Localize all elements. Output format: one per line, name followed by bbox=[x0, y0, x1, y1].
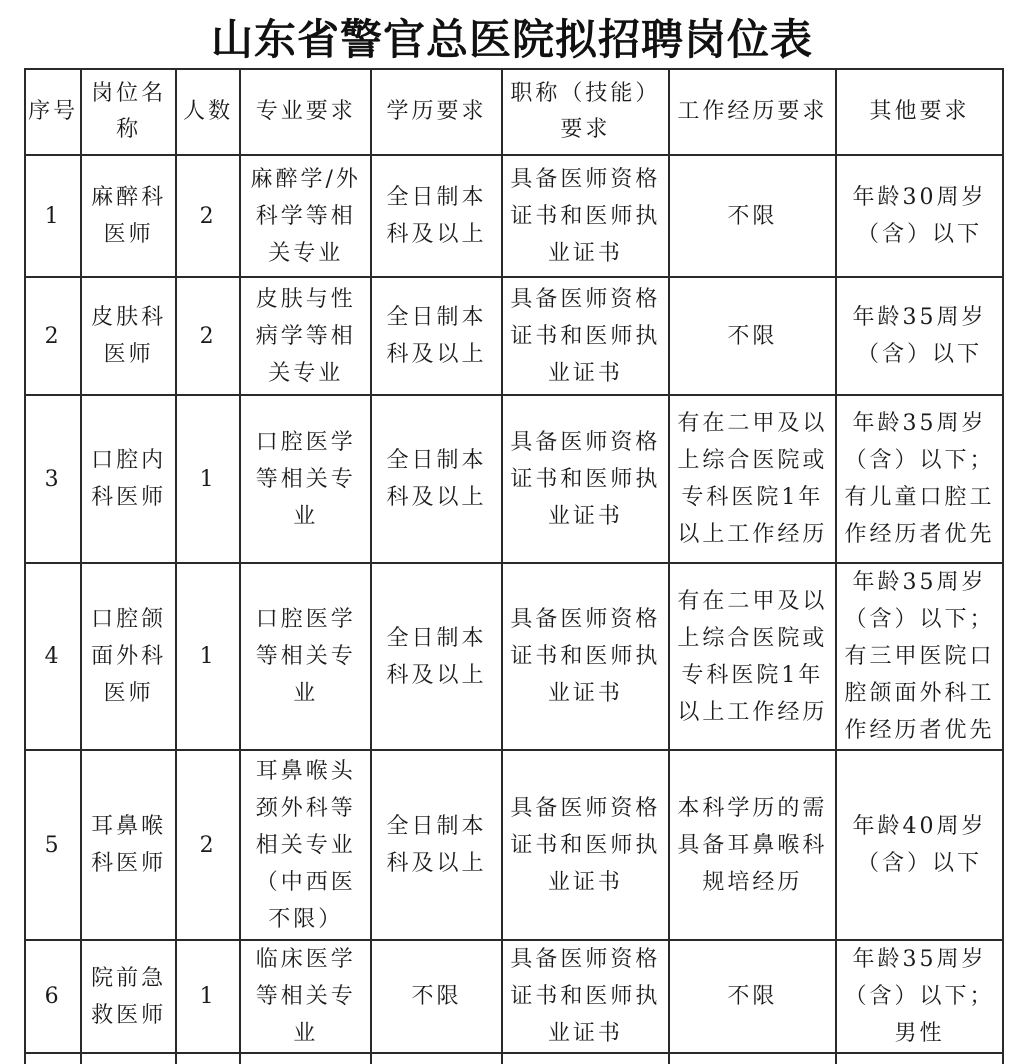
cell-exp: 有在二甲及以上综合医院或专科医院1年以上工作经历 bbox=[669, 395, 836, 563]
cell-no: 4 bbox=[25, 563, 81, 750]
cell-count: 2 bbox=[176, 750, 240, 940]
cell-count: 2 bbox=[176, 277, 240, 395]
table-row bbox=[25, 563, 1003, 750]
cell-exp: 不限 bbox=[669, 940, 836, 1053]
cell-major: 口腔医学等相关专业 bbox=[240, 563, 371, 750]
cell-name: 院前急救医师 bbox=[81, 940, 176, 1053]
table-row-partial bbox=[25, 1053, 1003, 1064]
cell-edu: 全日制本科及以上 bbox=[371, 750, 502, 940]
header-row bbox=[25, 69, 1003, 155]
cell-empty bbox=[669, 1053, 836, 1064]
cell-name: 口腔内科医师 bbox=[81, 395, 176, 563]
header-other: 其他要求 bbox=[836, 69, 1003, 155]
cell-major: 皮肤与性病学等相关专业 bbox=[240, 277, 371, 395]
cell-exp: 本科学历的需具备耳鼻喉科规培经历 bbox=[669, 750, 836, 940]
cell-count: 1 bbox=[176, 395, 240, 563]
page-title: 山东省警官总医院拟招聘岗位表 bbox=[210, 15, 813, 64]
cell-no: 5 bbox=[25, 750, 81, 940]
cell-title: 具备医师资格证书和医师执业证书 bbox=[502, 155, 669, 277]
cell-title: 具备医师资格证书和医师执业证书 bbox=[502, 395, 669, 563]
cell-count: 1 bbox=[176, 940, 240, 1053]
cell-name: 麻醉科医师 bbox=[81, 155, 176, 277]
cell-other: 年龄35周岁（含）以下；有儿童口腔工作经历者优先 bbox=[836, 395, 1003, 563]
cell-name: 耳鼻喉科医师 bbox=[81, 750, 176, 940]
cell-title: 具备医师资格证书和医师执业证书 bbox=[502, 563, 669, 750]
cell-other: 年龄40周岁（含）以下 bbox=[836, 750, 1003, 940]
table-row bbox=[25, 155, 1003, 277]
cell-title: 具备医师资格证书和医师执业证书 bbox=[502, 750, 669, 940]
header-edu: 学历要求 bbox=[371, 69, 502, 155]
cell-other: 年龄35周岁（含）以下 bbox=[836, 277, 1003, 395]
cell-exp: 不限 bbox=[669, 277, 836, 395]
cell-other: 年龄35周岁（含）以下；男性 bbox=[836, 940, 1003, 1053]
cell-empty bbox=[81, 1053, 176, 1064]
cell-edu: 全日制本科及以上 bbox=[371, 277, 502, 395]
cell-empty bbox=[240, 1053, 371, 1064]
cell-name: 口腔颌面外科医师 bbox=[81, 563, 176, 750]
table-row bbox=[25, 277, 1003, 395]
cell-empty bbox=[371, 1053, 502, 1064]
header-title: 职称（技能）要求 bbox=[502, 69, 669, 155]
cell-no: 2 bbox=[25, 277, 81, 395]
table-row bbox=[25, 750, 1003, 940]
cell-name: 皮肤科医师 bbox=[81, 277, 176, 395]
cell-no: 3 bbox=[25, 395, 81, 563]
cell-edu: 全日制本科及以上 bbox=[371, 155, 502, 277]
cell-count: 1 bbox=[176, 563, 240, 750]
cell-title: 具备医师资格证书和医师执业证书 bbox=[502, 940, 669, 1053]
cell-edu: 全日制本科及以上 bbox=[371, 395, 502, 563]
cell-exp: 不限 bbox=[669, 155, 836, 277]
cell-major: 口腔医学等相关专业 bbox=[240, 395, 371, 563]
cell-edu: 不限 bbox=[371, 940, 502, 1053]
header-name: 岗位名称 bbox=[81, 69, 176, 155]
cell-empty bbox=[176, 1053, 240, 1064]
header-major: 专业要求 bbox=[240, 69, 371, 155]
table-row bbox=[25, 940, 1003, 1053]
header-count: 人数 bbox=[176, 69, 240, 155]
job-table bbox=[24, 68, 1004, 1064]
cell-count: 2 bbox=[176, 155, 240, 277]
cell-empty bbox=[502, 1053, 669, 1064]
cell-empty bbox=[836, 1053, 1003, 1064]
cell-empty bbox=[25, 1053, 81, 1064]
cell-other: 年龄30周岁（含）以下 bbox=[836, 155, 1003, 277]
table-row bbox=[25, 395, 1003, 563]
cell-edu: 全日制本科及以上 bbox=[371, 563, 502, 750]
cell-title: 具备医师资格证书和医师执业证书 bbox=[502, 277, 669, 395]
cell-major: 麻醉学/外科学等相关专业 bbox=[240, 155, 371, 277]
cell-no: 6 bbox=[25, 940, 81, 1053]
cell-exp: 有在二甲及以上综合医院或专科医院1年以上工作经历 bbox=[669, 563, 836, 750]
header-exp: 工作经历要求 bbox=[669, 69, 836, 155]
cell-major: 耳鼻喉头颈外科等相关专业（中西医不限） bbox=[240, 750, 371, 940]
cell-major: 临床医学等相关专业 bbox=[240, 940, 371, 1053]
cell-no: 1 bbox=[25, 155, 81, 277]
header-no: 序号 bbox=[25, 69, 81, 155]
cell-other: 年龄35周岁（含）以下；有三甲医院口腔颌面外科工作经历者优先 bbox=[836, 563, 1003, 750]
